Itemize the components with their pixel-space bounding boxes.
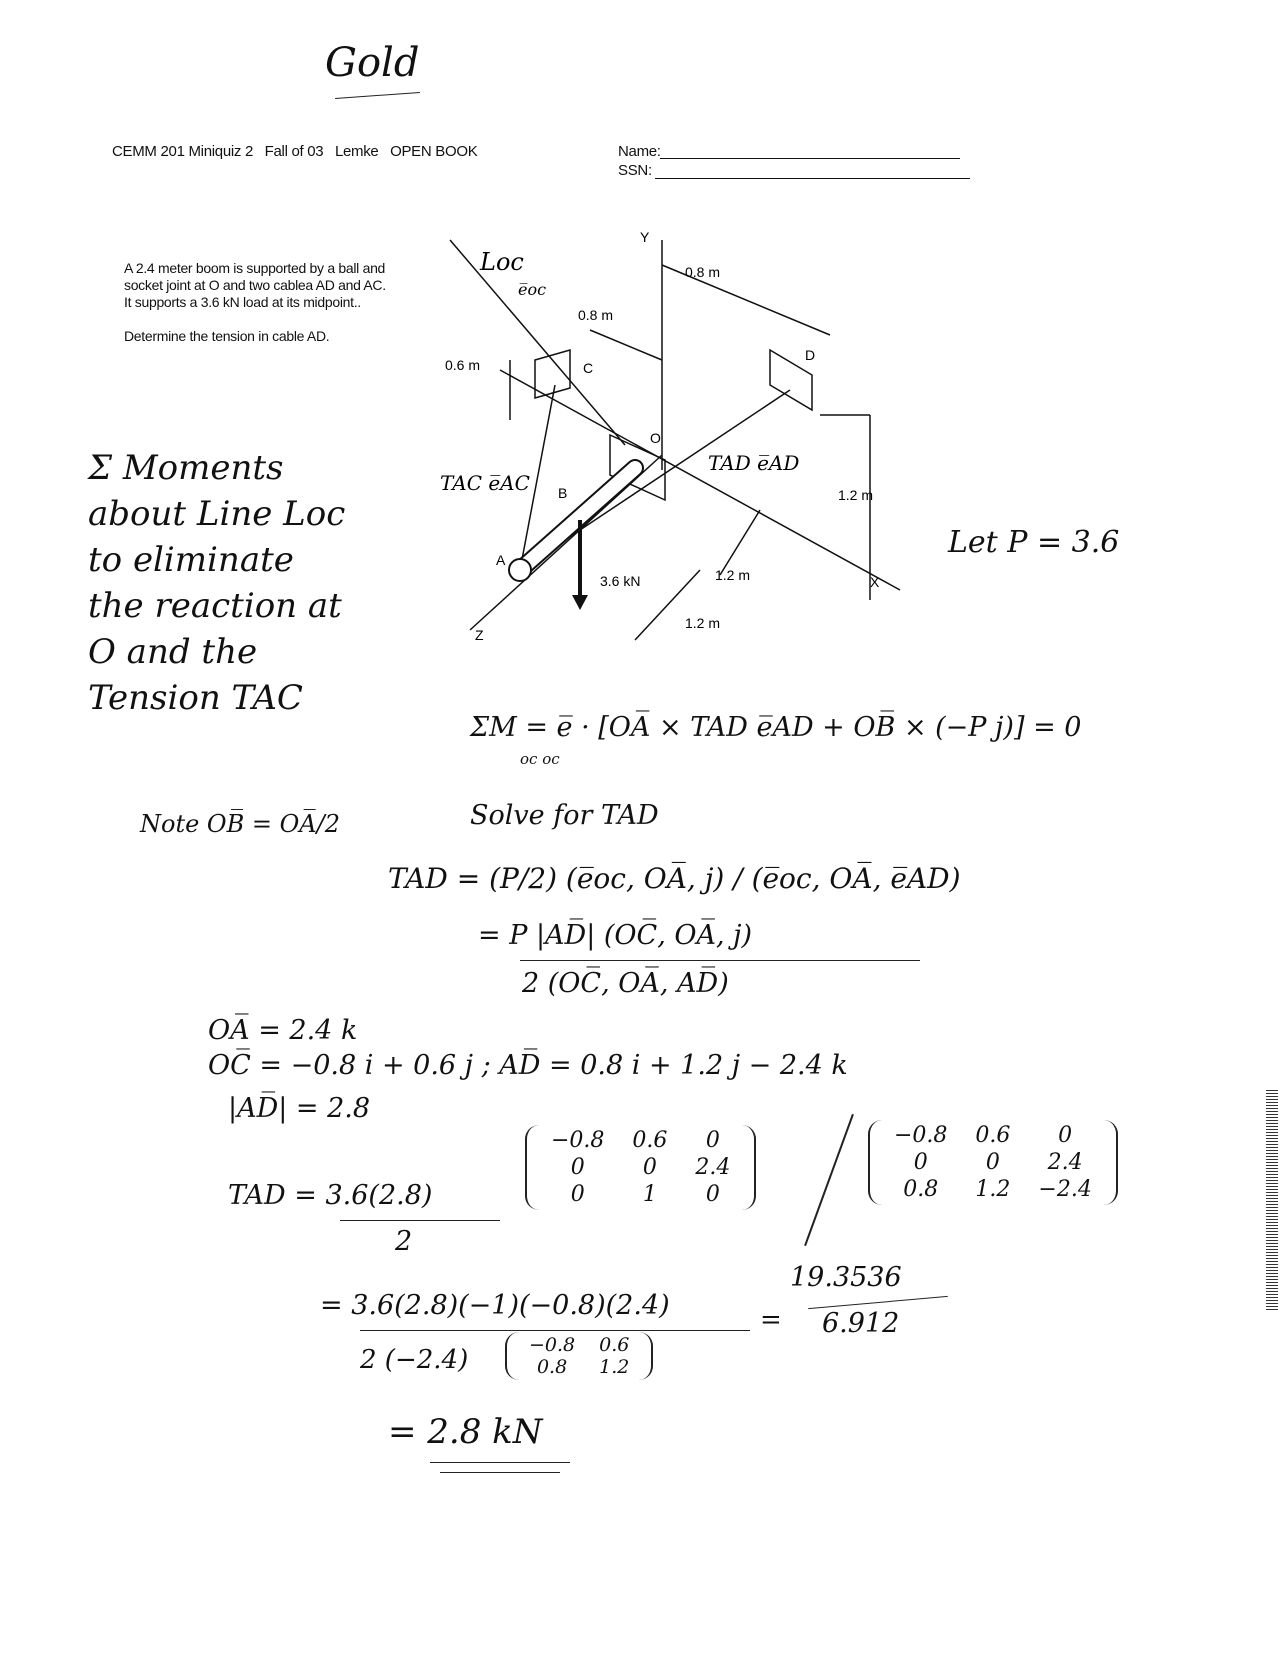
dim-top-label: 0.8 m [685,264,721,280]
name-label: Name: [618,143,661,160]
hand-eoc: e̅oc [518,280,547,299]
axis-x-label: X [870,574,880,590]
answer-underline-2 [440,1472,560,1473]
handwritten-title: Gold [325,40,420,86]
course-code: CEMM 201 Miniquiz 2 [112,143,254,160]
dim-line-c [590,330,662,360]
problem-question: Determine the tension in cable AD. [124,328,330,344]
num-expansion: = 3.6(2.8)(−1)(−0.8)(2.4) [320,1290,670,1321]
matrix-2: −0.8 0.6 0 0 0 2.4 0.8 1.2 −2.4 [868,1120,1118,1205]
note-line-3: to eliminate [88,540,294,580]
ad-magnitude: |AD̅| = 2.8 [228,1093,371,1124]
dim-c-label: 0.8 m [578,307,614,323]
tad-eq-1: TAD = (P/2) (e̅oc, OA̅, j) / (e̅oc, OA̅, e̅AD) [388,862,961,895]
axis-z-label: Z [475,627,484,643]
point-o-label: O [650,430,661,446]
boom-diagram [440,230,940,690]
note-line-5: O and the [88,632,258,672]
let-p-note: Let P = 3.6 [948,525,1120,560]
note-ob: Note OB̅ = OA̅/2 [140,810,340,838]
tad-eq-2-num: = P |AD̅| (OC̅, OA̅, j) [478,920,753,951]
ssn-field-line[interactable] [655,178,970,179]
hand-tad: TAD e̅AD [708,451,800,475]
note-line-4: the reaction at [88,586,342,626]
term: Fall of 03 [264,143,324,160]
matrix-1: −0.8 0.6 0 0 0 2.4 0 1 0 [525,1125,756,1210]
name-field-line[interactable] [660,158,960,159]
dim-right-label: 1.2 m [838,487,874,503]
x-axis [500,370,900,590]
oa-vector: OA̅ = 2.4 k [208,1015,358,1046]
note-line-2: about Line Loc [88,494,346,534]
hand-tac: TAC e̅AC [440,471,530,495]
boom-fill [520,468,635,570]
header-course [112,143,477,160]
point-d-label: D [805,347,816,363]
line-loc [450,240,625,445]
instructor: Lemke [334,143,379,160]
den-expansion: 2 (−2.4) [360,1345,469,1375]
eq-moment: ΣM = e̅ · [OA̅ × TAD e̅AD + OB̅ × (−P j)] = 0 [470,712,1082,743]
answer-underline-1 [430,1462,570,1463]
equals-sign: = [760,1305,782,1335]
fraction-denominator: 6.912 [822,1308,900,1339]
note-line-1: Σ Moments [88,448,284,488]
axis-y-label: Y [640,230,650,245]
problem-line-3: It supports a 3.6 kN load at its midpoint.. [124,294,361,310]
tad-eq-3-bar [340,1220,500,1221]
title-underline [335,92,420,99]
scan-edge-artifact [1266,1090,1278,1310]
point-a-marker [509,559,531,581]
tad-eq-2-bar [520,960,920,961]
point-c-label: C [583,360,594,376]
ssn-label: SSN: [618,162,652,179]
division-slash [804,1114,854,1246]
final-answer: = 2.8 kN [388,1412,543,1452]
num-expansion-bar [360,1330,750,1331]
notes-left [88,445,345,721]
point-b-label: B [558,485,568,501]
exam-mode: OPEN BOOK [390,143,478,160]
dim-mid-label: 1.2 m [715,567,751,583]
oc-ad-vectors: OC̅ = −0.8 i + 0.6 j ; AD̅ = 0.8 i + 1.2 j − 2.4 k [208,1050,848,1081]
hand-loc: Loc [480,248,524,276]
tad-eq-3: TAD = 3.6(2.8) [228,1180,433,1211]
load-label: 3.6 kN [600,573,641,589]
tad-eq-2-den: 2 (OC̅, OA̅, AD̅) [522,968,729,999]
fraction-numerator: 19.3536 [790,1262,902,1293]
problem-statement [124,260,386,345]
problem-line-1: A 2.4 meter boom is supported by a ball and [124,260,386,276]
solve-line: Solve for TAD [470,800,659,831]
tad-eq-3-den: 2 [395,1226,413,1257]
eq-moment-sub: oc oc [520,750,560,768]
matrix-3: −0.8 0.6 0.8 1.2 [505,1332,653,1380]
dim-left-label: 0.6 m [445,357,481,373]
dim-line-mid [720,510,760,575]
load-arrowhead [572,595,588,610]
problem-line-2: socket joint at O and two cablea AD and AC. [124,277,386,293]
point-a-label: A [496,552,506,568]
note-line-6: Tension TAC [88,678,303,718]
dim-bottom-label: 1.2 m [685,615,721,631]
